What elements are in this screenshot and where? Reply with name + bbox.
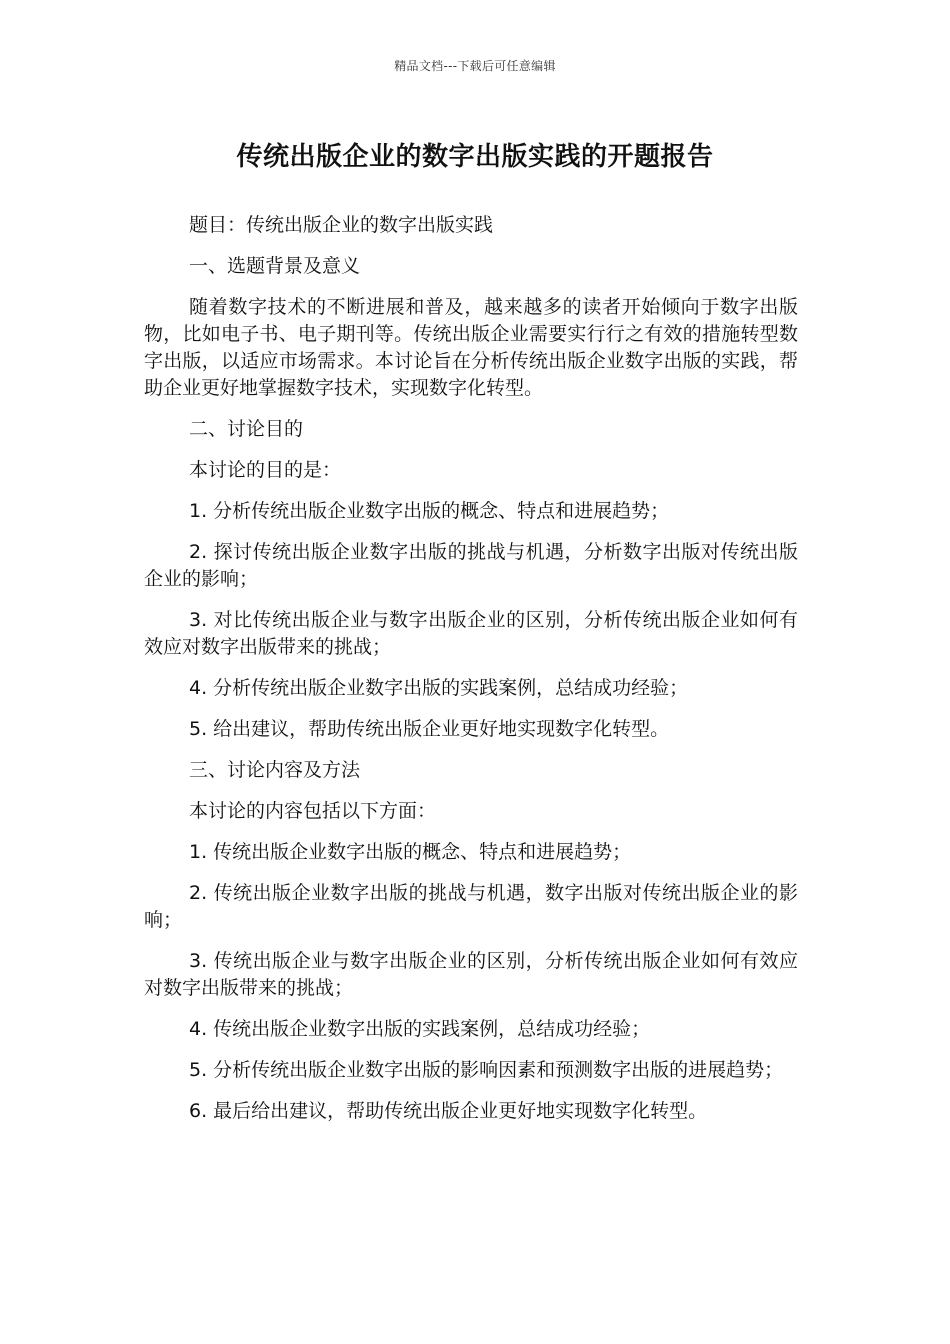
content-item: 3. 传统出版企业与数字出版企业的区别，分析传统出版企业如何有效应对数字出版带来的挑战； xyxy=(144,950,798,999)
content-item: 1. 传统出版企业数字出版的概念、特点和进展趋势； xyxy=(189,841,632,863)
purpose-item: 2. 探讨传统出版企业数字出版的挑战与机遇，分析数字出版对传统出版企业的影响； xyxy=(144,541,798,590)
content-item: 5. 分析传统出版企业数字出版的影响因素和预测数字出版的进展趋势； xyxy=(189,1059,784,1081)
section-heading-content: 三、讨论内容及方法 xyxy=(189,759,361,781)
purpose-item: 4. 分析传统出版企业数字出版的实践案例，总结成功经验； xyxy=(189,677,689,699)
content-item: 4. 传统出版企业数字出版的实践案例，总结成功经验； xyxy=(189,1018,651,1040)
topic-line: 题目：传统出版企业的数字出版实践 xyxy=(189,214,494,236)
header-note: 精品文档---下载后可任意编辑 xyxy=(394,59,556,73)
purpose-item: 1. 分析传统出版企业数字出版的概念、特点和进展趋势； xyxy=(189,500,670,522)
background-paragraph: 随着数字技术的不断进展和普及，越来越多的读者开始倾向于数字出版物，比如电子书、电子期刊等。传统出版企业需要实行行之有效的措施转型数字出版，以适应市场需求。本讨论旨在分析传统出版企业数字出版的实践，帮助企业更好地掌握数字技术，实现数字化转型。 xyxy=(144,296,798,399)
purpose-item: 3. 对比传统出版企业与数字出版企业的区别，分析传统出版企业如何有效应对数字出版带来的挑战； xyxy=(144,609,798,658)
purpose-item: 5. 给出建议，帮助传统出版企业更好地实现数字化转型。 xyxy=(189,718,670,740)
section-heading-purpose: 二、讨论目的 xyxy=(189,418,304,440)
purpose-intro: 本讨论的目的是： xyxy=(189,459,342,481)
content-item: 2. 传统出版企业数字出版的挑战与机遇，数字出版对传统出版企业的影响； xyxy=(144,882,798,931)
content-item: 6. 最后给出建议，帮助传统出版企业更好地实现数字化转型。 xyxy=(189,1100,708,1122)
document-title: 传统出版企业的数字出版实践的开题报告 xyxy=(236,142,714,172)
section-heading-background: 一、选题背景及意义 xyxy=(189,255,361,277)
document-body xyxy=(144,212,798,1139)
content-intro: 本讨论的内容包括以下方面： xyxy=(189,800,437,822)
